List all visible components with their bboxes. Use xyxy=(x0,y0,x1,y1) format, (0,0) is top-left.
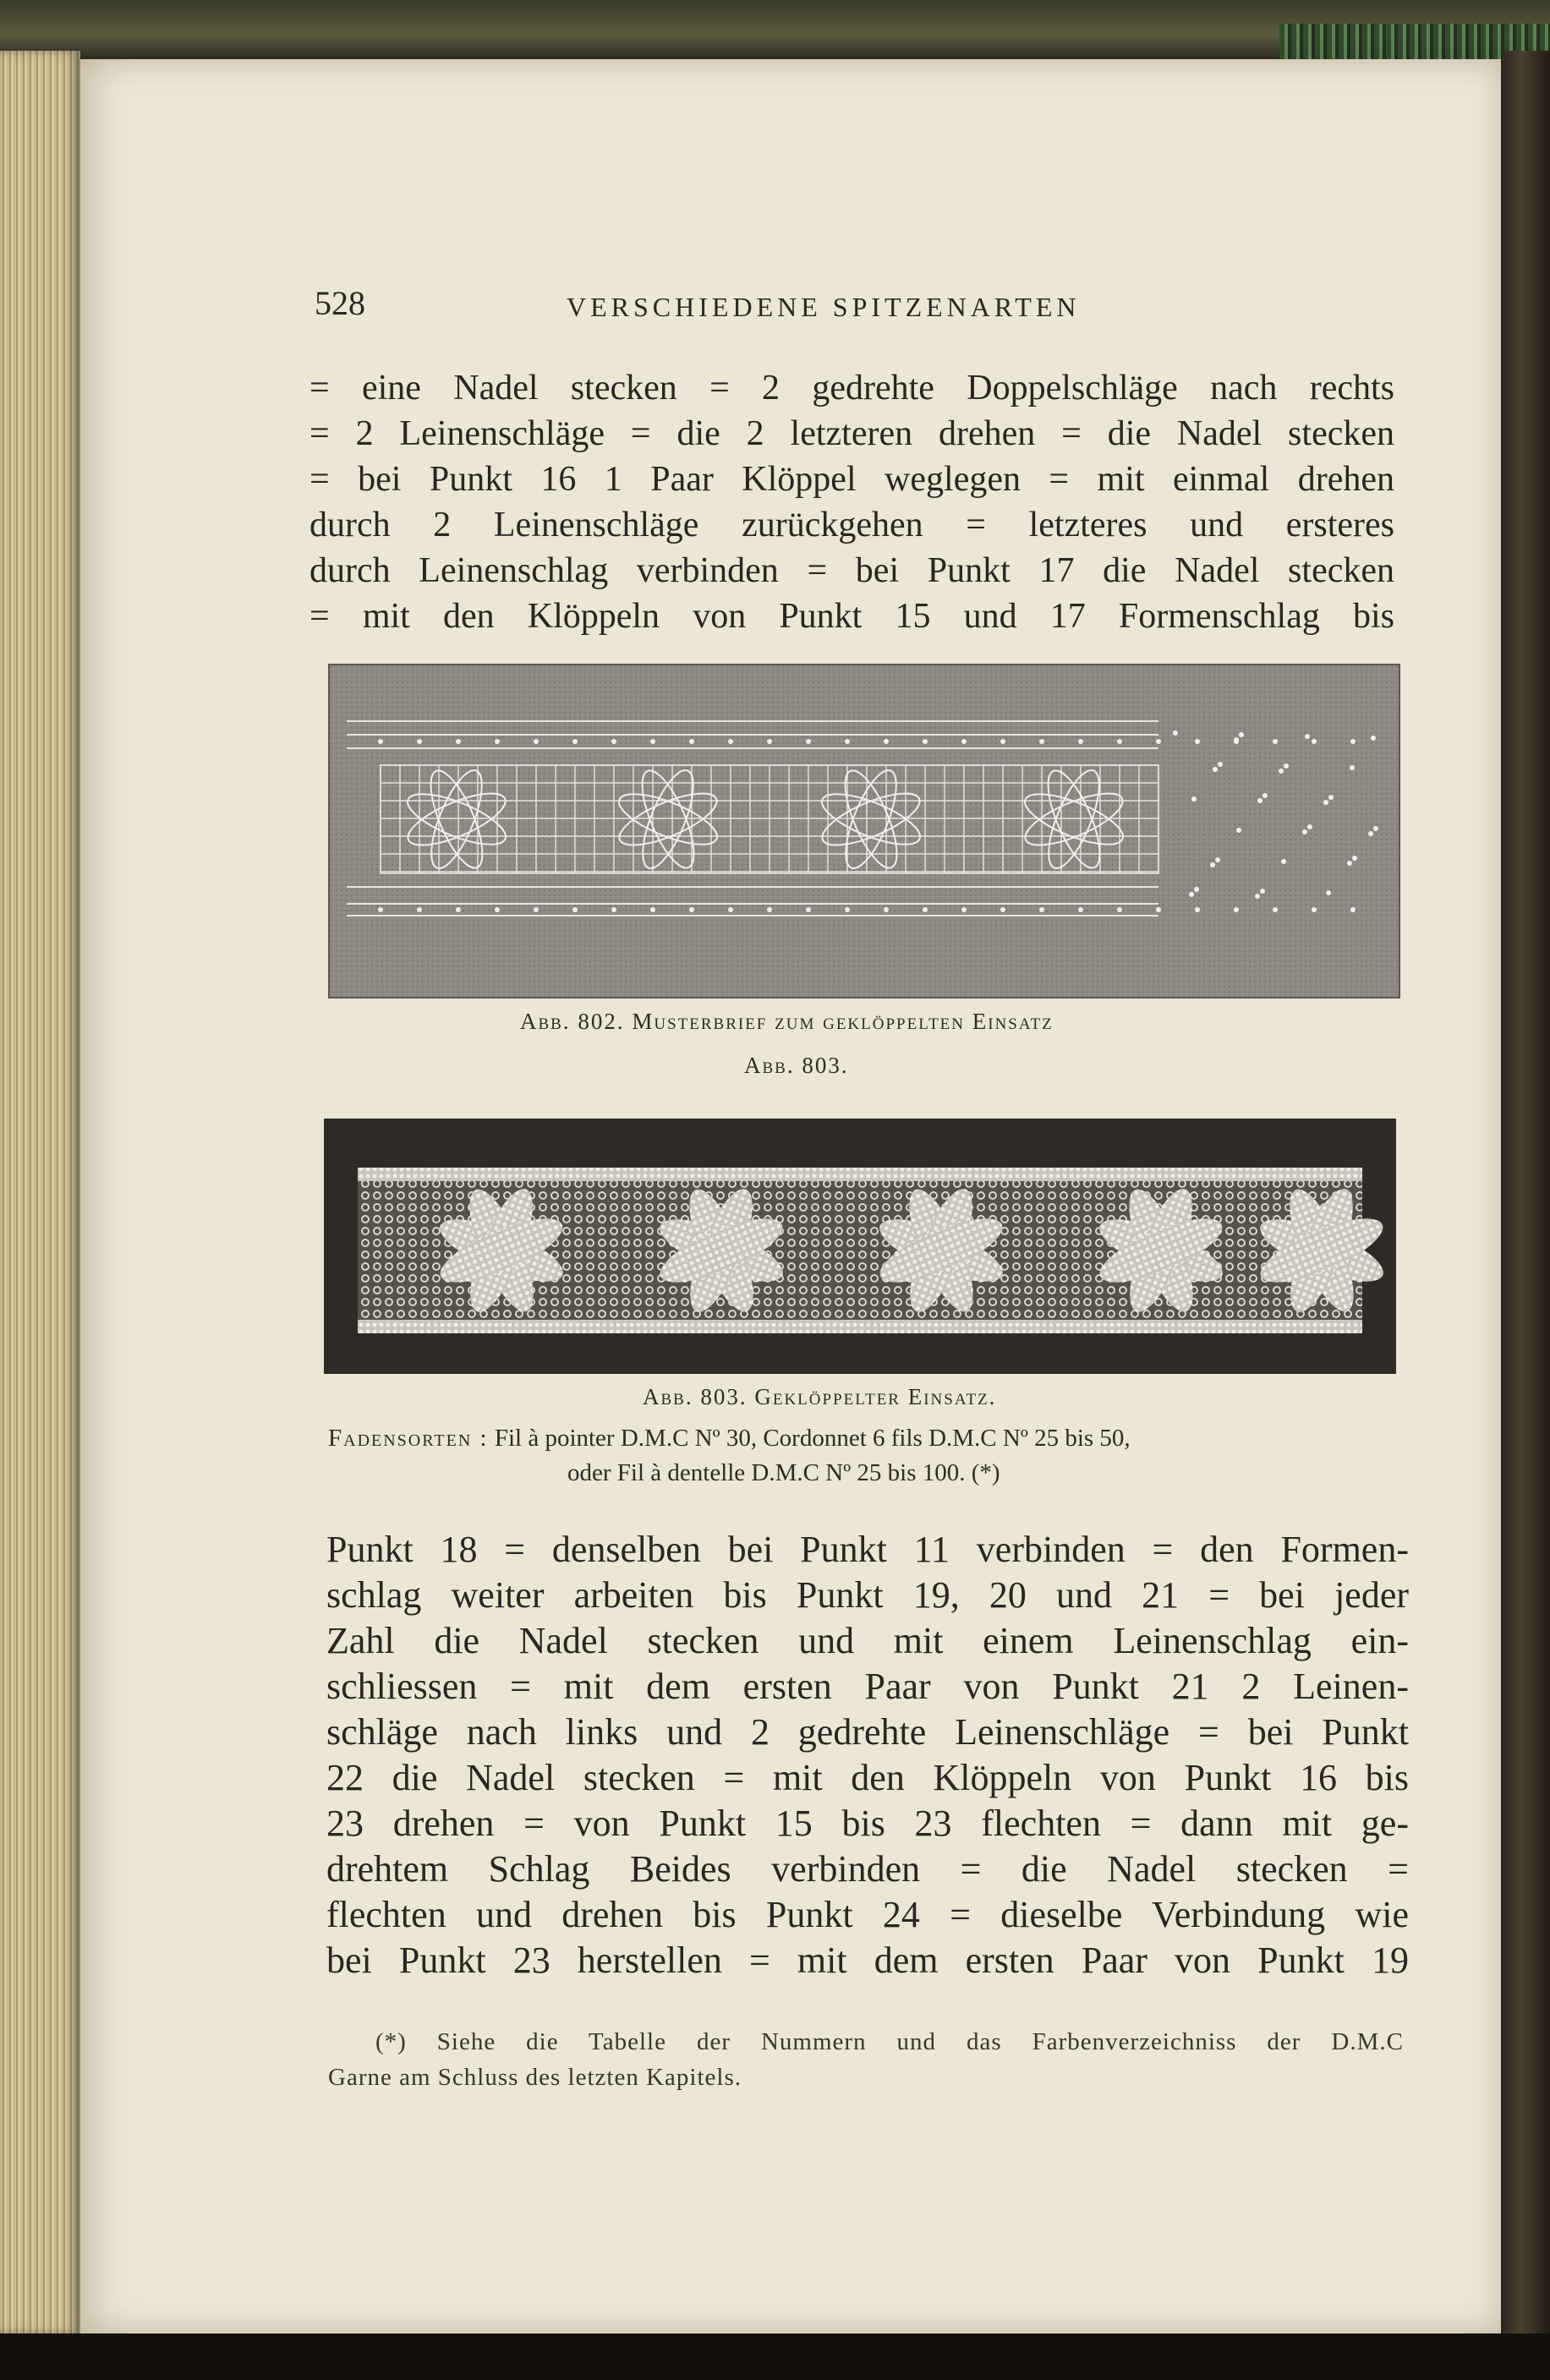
pin-dot xyxy=(923,739,928,744)
pin-dot xyxy=(1312,907,1317,912)
text-line: Punkt 18 = denselben bei Punkt 11 verbinden = den Formen- xyxy=(326,1529,1409,1570)
thread-types-line1: Fil à pointer D.M.C Nº 30, Cordonnet 6 fils D.M.C Nº 25 bis 50, xyxy=(494,1425,1131,1452)
pin-dot xyxy=(1189,892,1194,897)
figure-803-label: Abb. 803. xyxy=(744,1053,849,1078)
pin-dot xyxy=(1213,767,1218,772)
pin-dot xyxy=(845,907,850,912)
pin-dot xyxy=(1262,793,1268,798)
page-header xyxy=(315,283,1397,334)
pin-dot xyxy=(689,739,694,744)
pin-dot xyxy=(1255,894,1260,899)
text-line: schliessen = mit dem ersten Paar von Punkt 21 2 Leinen- xyxy=(326,1666,1409,1707)
text-line: flechten und drehen bis Punkt 24 = dieselbe Verbindung wie xyxy=(326,1894,1409,1935)
pin-dot xyxy=(1000,907,1005,912)
footnote xyxy=(328,2024,1404,2095)
pin-dot xyxy=(1000,739,1005,744)
pin-dot xyxy=(1326,890,1331,895)
pin-dot xyxy=(1173,730,1178,736)
pin-dot xyxy=(1279,769,1284,774)
pin-dot xyxy=(1195,739,1200,744)
pin-dot xyxy=(1323,800,1328,805)
pin-dot xyxy=(1215,857,1220,862)
pin-dot xyxy=(884,739,889,744)
pin-dot xyxy=(417,739,422,744)
pin-dot xyxy=(1273,907,1278,912)
pattern-draft-drawing xyxy=(330,665,1399,997)
pin-dot xyxy=(1239,732,1244,737)
figure-803-lace-photo xyxy=(324,1119,1396,1374)
text-line: bei Punkt 23 herstellen = mit dem ersten Paar von Punkt 19 xyxy=(326,1940,1409,1981)
pin-dot xyxy=(1302,829,1307,834)
text-line: = mit den Klöppeln von Punkt 15 und 17 Formenschlag bis xyxy=(309,597,1394,636)
pin-dot xyxy=(1307,824,1312,829)
pin-dot xyxy=(1281,859,1286,864)
text-line: 23 drehen = von Punkt 15 bis 23 flechten = dann mit ge- xyxy=(326,1803,1409,1844)
thread-types-note xyxy=(328,1421,1397,1491)
text-line: durch 2 Leinenschläge zurückgehen = letzteres und ersteres xyxy=(309,506,1394,544)
pin-dot xyxy=(689,907,694,912)
pin-dot xyxy=(1117,739,1122,744)
pin-dot xyxy=(1195,907,1200,912)
pin-dot xyxy=(1350,907,1356,912)
pin-dot xyxy=(1210,862,1215,867)
pin-dot xyxy=(767,739,772,744)
pin-dot xyxy=(611,907,616,912)
pin-dot xyxy=(1257,798,1262,803)
scan-background xyxy=(0,2333,1550,2380)
text-line: drehtem Schlag Beides verbinden = die Nadel stecken = xyxy=(326,1848,1409,1890)
pin-dot xyxy=(572,739,578,744)
pin-dot xyxy=(845,739,850,744)
footnote-line2: Garne am Schluss des letzten Kapitels. xyxy=(328,2064,742,2091)
figure-802-pattern-draft xyxy=(328,664,1400,999)
pin-dot xyxy=(767,907,772,912)
pin-dot xyxy=(1234,907,1239,912)
pin-dot xyxy=(1039,907,1044,912)
pin-dot xyxy=(1350,739,1356,744)
pin-dot xyxy=(1260,889,1265,894)
pin-dot xyxy=(1352,856,1357,861)
top-paragraph xyxy=(309,365,1394,639)
pin-dot xyxy=(1156,907,1161,912)
book-binding-edge xyxy=(1501,51,1550,2333)
pin-dot xyxy=(1234,737,1239,742)
pin-dot xyxy=(417,907,422,912)
pin-dot xyxy=(1039,739,1044,744)
pin-dot xyxy=(1350,765,1355,770)
pin-dot xyxy=(378,907,383,912)
pin-dot xyxy=(728,739,733,744)
footnote-line1: (*) Siehe die Tabelle der Nummern und das Farbenverzeichniss der D.M.C xyxy=(375,2028,1404,2055)
pin-dot xyxy=(534,907,539,912)
pin-dot xyxy=(456,907,461,912)
pin-dot xyxy=(572,907,578,912)
pin-dot xyxy=(611,739,616,744)
text-line: Zahl die Nadel stecken und mit einem Leinenschlag ein- xyxy=(326,1620,1409,1661)
thread-types-label: Fadensorten : xyxy=(328,1425,489,1452)
thread-types-line2: oder Fil à dentelle D.M.C Nº 25 bis 100. (*) xyxy=(567,1459,1000,1486)
pin-dot xyxy=(1156,739,1161,744)
pin-dot xyxy=(378,739,383,744)
pin-dot xyxy=(806,739,811,744)
text-line: durch Leinenschlag verbinden = bei Punkt 17 die Nadel stecken xyxy=(309,551,1394,590)
pin-dot xyxy=(1312,739,1317,744)
text-line: = bei Punkt 16 1 Paar Klöppel weglegen = mit einmal drehen xyxy=(309,460,1394,499)
pin-dot xyxy=(728,907,733,912)
lace-photo-drawing xyxy=(324,1119,1396,1374)
pin-dot xyxy=(961,739,967,744)
pin-dot xyxy=(1273,739,1278,744)
text-line: = 2 Leinenschläge = die 2 letzteren drehen = die Nadel stecken xyxy=(309,414,1394,453)
running-title: VERSCHIEDENE SPITZENARTEN xyxy=(567,292,1081,322)
pin-dot xyxy=(1347,861,1352,866)
pin-dot xyxy=(1078,739,1083,744)
text-line: = eine Nadel stecken = 2 gedrehte Doppelschläge nach rechts xyxy=(309,369,1394,408)
figure-803-caption: Abb. 803. Geklöppelter Einsatz. xyxy=(643,1384,997,1409)
pin-dot xyxy=(1305,734,1310,739)
pin-dot xyxy=(961,907,967,912)
pin-dot xyxy=(650,907,655,912)
pin-dot xyxy=(923,907,928,912)
figure-802-caption: Abb. 802. Musterbrief zum geklöppelten Einsatz xyxy=(520,1009,1054,1034)
pin-dot xyxy=(806,907,811,912)
pin-dot xyxy=(650,739,655,744)
text-line: schlag weiter arbeiten bis Punkt 19, 20 und 21 = bei jeder xyxy=(326,1574,1409,1616)
bottom-paragraph xyxy=(326,1527,1409,1983)
pin-dot xyxy=(495,907,500,912)
page-number: 528 xyxy=(315,284,365,322)
pin-dot xyxy=(884,907,889,912)
pin-dot xyxy=(1284,763,1289,769)
page-stack-edge xyxy=(0,51,80,2333)
pin-dot xyxy=(1236,828,1241,833)
text-line: 22 die Nadel stecken = mit den Klöppeln von Punkt 16 bis xyxy=(326,1757,1409,1798)
pin-dot xyxy=(1194,887,1199,892)
pin-dot xyxy=(1371,736,1376,741)
pin-dot xyxy=(456,739,461,744)
text-line: schläge nach links und 2 gedrehte Leinenschläge = bei Punkt xyxy=(326,1711,1409,1753)
pin-dot xyxy=(1373,826,1378,831)
pin-dot xyxy=(495,739,500,744)
pin-dot xyxy=(534,739,539,744)
pin-dot xyxy=(1117,907,1122,912)
pin-dot xyxy=(1191,796,1197,802)
pin-dot xyxy=(1078,907,1083,912)
pin-dot xyxy=(1368,831,1373,836)
pin-dot xyxy=(1218,762,1223,767)
pin-dot xyxy=(1328,795,1334,800)
